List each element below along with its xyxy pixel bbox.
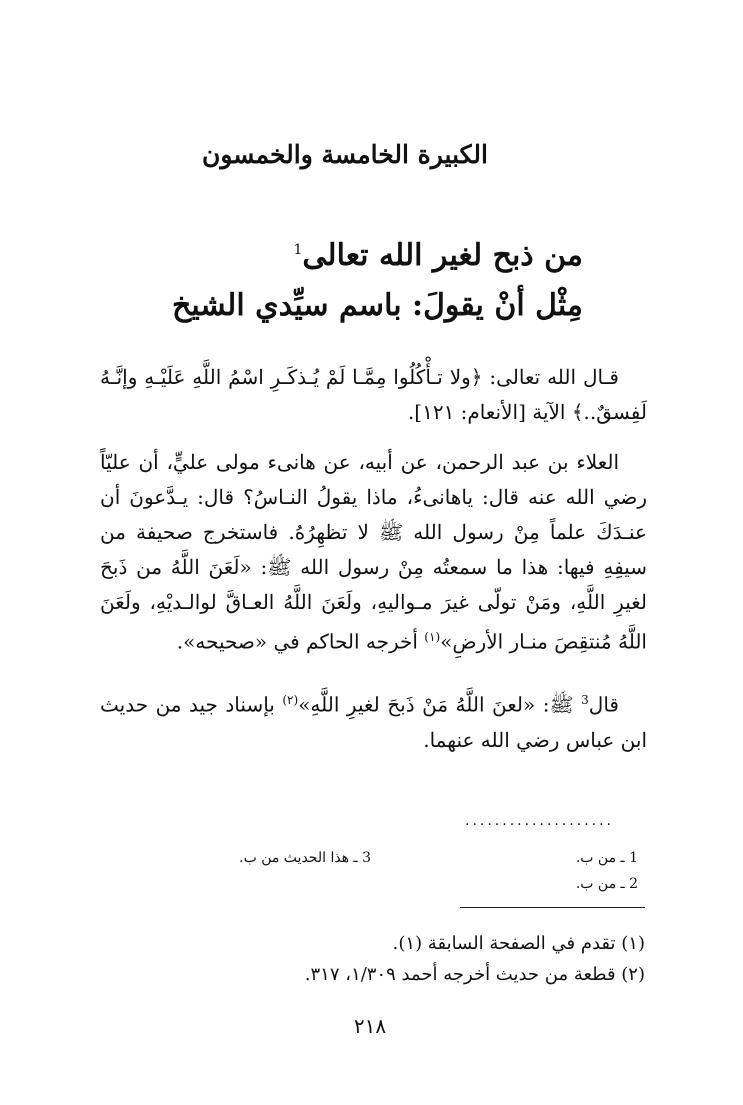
footnote-divider bbox=[460, 907, 645, 908]
paragraph-3-end: بإسناد جيد من حديث ابن عباس رضي الله عنهما. bbox=[100, 692, 647, 752]
page-title bbox=[60, 228, 583, 278]
paragraph-hadith-ali bbox=[100, 445, 647, 660]
page-number: ٢١٨ bbox=[353, 1014, 387, 1038]
title-text: من ذبح لغير الله تعالى bbox=[302, 238, 583, 273]
title-note-marker: 1 bbox=[293, 242, 303, 258]
footnote-ref-1: (١) bbox=[424, 630, 441, 644]
chapter-title: الكبيرة الخامسة والخمسون bbox=[202, 140, 488, 169]
paragraph-2-end: أخرجه الحاكم في «صحيحه». bbox=[176, 629, 425, 654]
paragraph-2-text: العلاء بن عبد الرحمن، عن أبيه، عن هانىء مولى عليٍّ، أن عليّاً رضي الله عنه قال: ياهانىءُ، ماذا يقولُ النـاسُ؟ قال: يـدَّعونَ أن عنـدَكَ علماً مِنْ رسول الله ﷺ لا تظهِرُهُ. فاستخرج صحيفة من سيفِهِ فيها: هذا ما سمعتُه مِنْ رسول الله ﷺ: «لَعَنَ اللَّهُ من ذَبحَ لغيرِ اللَّهِ، ومَنْ تولّى غيرَ مـواليهِ، ولَعَنَ اللَّهُ العـاقَّ لوالـديْهِ، ولَعَنَ اللَّهُ مُنتقِصَ منـار الأرضِ» bbox=[100, 450, 647, 654]
paragraph-quran-verse bbox=[100, 360, 647, 430]
footnote-ref-2: (٢) bbox=[282, 693, 299, 707]
paragraph-1-text: قـال الله تعالى: ﴿ولا تـأْكُلُوا مِمَّـا لَمْ يُـذكَـرِ اسْمُ اللَّهِ عَلَيْـهِ وإنَّـهُ لَفِسقٌ..﴾ الآية [الأنعام: ١٢١]. bbox=[100, 365, 647, 424]
footnote-1: (١) تقدم في الصفحة السابقة (١). bbox=[392, 933, 645, 954]
variant-note-3: 3 ـ هذا الحديث من ب. bbox=[239, 850, 371, 866]
paragraph-3-mid: ﷺ: «لعنَ اللَّهُ مَنْ ذَبحَ لغيرِ اللَّهِ» bbox=[298, 692, 582, 717]
variant-note-1: 1 ـ من ب. bbox=[575, 850, 638, 866]
paragraph-3-start: قال bbox=[588, 692, 619, 717]
variant-note-2: 2 ـ من ب. bbox=[575, 876, 638, 892]
footnote-2: (٢) قطعة من حديث أخرجه أحمد ١/٣٠٩، ٣١٧. bbox=[304, 964, 645, 985]
paragraph-hadith-ibn-abbas bbox=[100, 683, 647, 758]
variant-notes-separator: .................... bbox=[465, 813, 615, 829]
variant-note-ref-3: 3 bbox=[581, 693, 589, 707]
page-subtitle: مِثْل أنْ يقولَ: باسم سيِّدي الشيخ bbox=[172, 288, 583, 323]
